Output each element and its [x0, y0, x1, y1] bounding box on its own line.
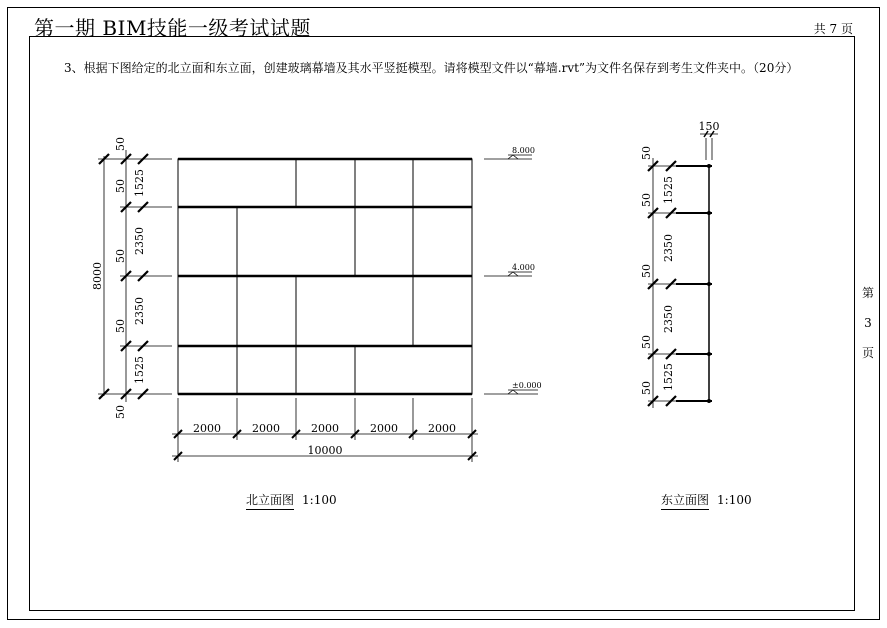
- dim-label: 50: [114, 179, 127, 193]
- dim-label: 50: [640, 264, 653, 278]
- dim-label: 50: [640, 381, 653, 395]
- dim-label: 2350: [662, 305, 675, 333]
- dim-label: 50: [114, 319, 127, 333]
- level-label: ±0.000: [512, 381, 542, 390]
- overall-height-label: 8000: [91, 262, 104, 290]
- thickness-label: 150: [698, 120, 720, 133]
- level-label: 4.000: [512, 263, 535, 272]
- dim-label: 2000: [252, 422, 280, 435]
- dim-label: 50: [640, 193, 653, 207]
- page-number: 3: [864, 316, 872, 330]
- north-caption-scale: 1:100: [302, 493, 337, 507]
- overall-width-label: 10000: [307, 444, 343, 457]
- dim-label: 1525: [662, 176, 675, 204]
- exam-title: 第一期 BIM技能一级考试试题: [34, 16, 311, 40]
- dim-label: 1525: [133, 169, 146, 197]
- dim-label: 50: [640, 146, 653, 160]
- dim-label: 50: [640, 335, 653, 349]
- dim-label: 2350: [662, 234, 675, 262]
- total-pages: 共 7 页: [813, 22, 853, 36]
- dim-label: 2350: [133, 227, 146, 255]
- east-caption-scale: 1:100: [717, 493, 752, 507]
- north-caption-name: 北立面图: [246, 493, 294, 510]
- page-char-1: 第: [861, 286, 874, 300]
- dim-label: 1525: [662, 363, 675, 391]
- dim-label: 50: [114, 249, 127, 263]
- dim-label: 50: [114, 405, 127, 419]
- dim-label: 1525: [133, 356, 146, 384]
- east-elevation: [648, 131, 718, 408]
- page-char-2: 页: [861, 346, 874, 360]
- dim-label: 2350: [133, 297, 146, 325]
- east-caption-name: 东立面图: [661, 493, 709, 510]
- dim-label: 2000: [311, 422, 339, 435]
- dim-label: 2000: [428, 422, 456, 435]
- north-elevation: [98, 150, 538, 462]
- level-label: 8.000: [512, 146, 535, 155]
- dim-label: 50: [114, 137, 127, 151]
- dim-label: 2000: [370, 422, 398, 435]
- question-text: 3、根据下图给定的北立面和东立面，创建玻璃幕墙及其水平竖挺模型。请将模型文件以“幕墙.rvt”为文件名保存到考生文件夹中。（20分）: [64, 61, 799, 75]
- north-labels: [91, 137, 542, 457]
- dim-label: 2000: [193, 422, 221, 435]
